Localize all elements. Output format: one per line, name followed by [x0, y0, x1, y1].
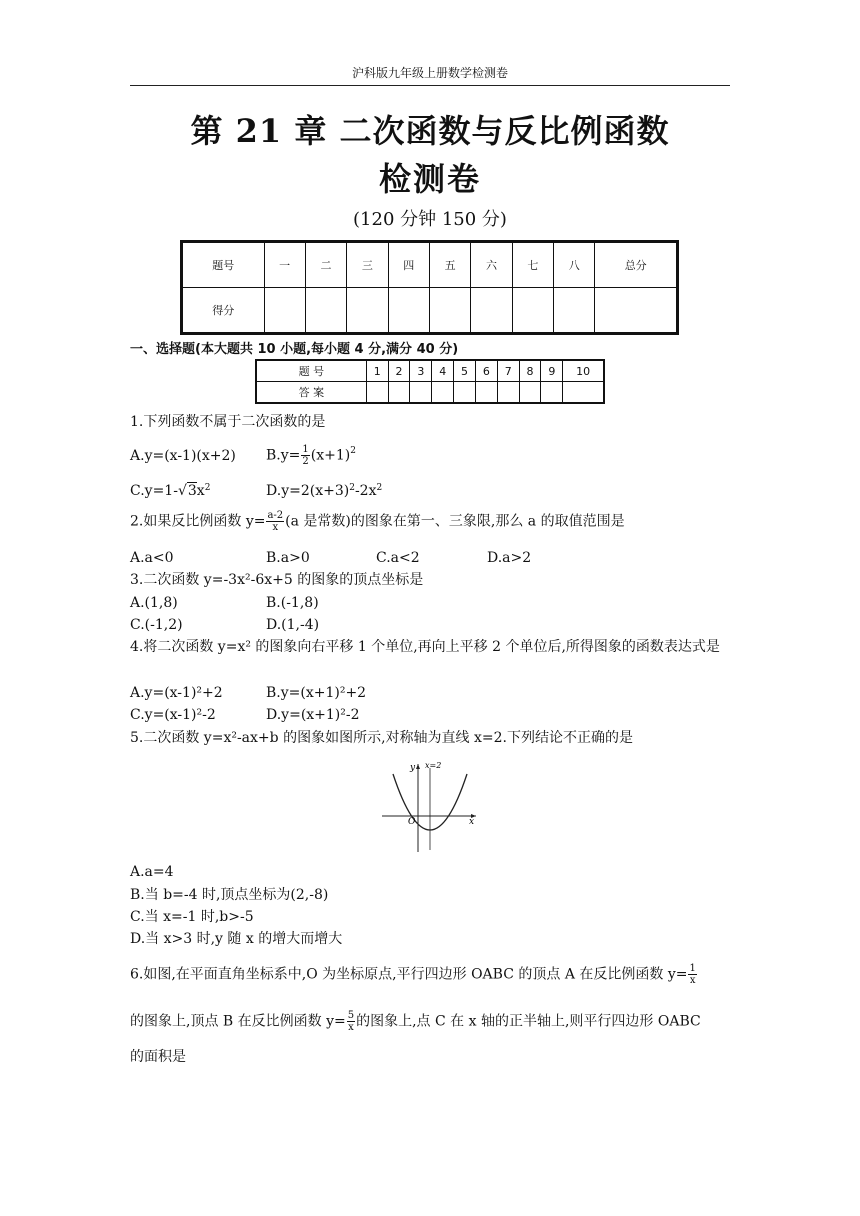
- exam-duration-score: (120 分钟 150 分): [353, 209, 507, 230]
- question-2-option-c: C.a<2: [376, 550, 420, 566]
- question-1-stem: 1.下列函数不属于二次函数的是: [130, 414, 326, 430]
- answer-cell[interactable]: [475, 382, 497, 404]
- question-3-option-a: A.(1,8): [130, 595, 178, 611]
- question-3-stem: 3.二次函数 y=-3x²-6x+5 的图象的顶点坐标是: [130, 572, 424, 588]
- score-cell[interactable]: [388, 288, 429, 334]
- answer-row-label: 答 案: [256, 382, 366, 404]
- score-cell[interactable]: [554, 288, 595, 334]
- question-5-option-c: C.当 x=-1 时,b>-5: [130, 909, 254, 925]
- score-cell[interactable]: [595, 288, 678, 334]
- score-header-cell: 八: [554, 242, 595, 288]
- score-header-cell: 六: [471, 242, 512, 288]
- answer-cell[interactable]: [366, 382, 388, 404]
- question-5-stem: 5.二次函数 y=x²-ax+b 的图象如图所示,对称轴为直线 x=2.下列结论不正确的是: [130, 730, 633, 746]
- question-1-option-d: $D.y=2(x+3)^2-2x^2$: [266, 483, 383, 499]
- answer-cell[interactable]: [541, 382, 563, 404]
- answer-cell[interactable]: [410, 382, 432, 404]
- question-6-line-1: 6.如图,在平面直角坐标系中,O 为坐标原点,平行四边形 OABC 的顶点 A 在反比例函数 y= $\frac{1}{x}$: [130, 963, 696, 986]
- question-1-option-b: B.y= $\frac{1}{2}$ $(x+1)^2$: [266, 444, 356, 467]
- exam-title-line2: 检测卷: [378, 160, 481, 198]
- answer-number: 1: [366, 360, 388, 382]
- answer-cell[interactable]: [388, 382, 410, 404]
- question-3-option-d: D.(1,-4): [266, 617, 320, 633]
- score-row-label: 得分: [182, 288, 265, 334]
- question-6-line-3: 的面积是: [130, 1049, 186, 1065]
- question-5-option-a: A.a=4: [130, 864, 174, 880]
- page-header: 沪科版九年级上册数学检测卷: [351, 66, 508, 80]
- score-header-cell: 三: [347, 242, 388, 288]
- y-axis-arrow: [416, 764, 420, 769]
- answer-number: 3: [410, 360, 432, 382]
- answer-cell[interactable]: [563, 382, 604, 404]
- answer-table: [255, 359, 605, 404]
- symmetry-axis-label: x=2: [425, 761, 442, 770]
- score-header-cell: 二: [305, 242, 346, 288]
- score-cell[interactable]: [305, 288, 346, 334]
- answer-number: 5: [454, 360, 476, 382]
- score-cell[interactable]: [512, 288, 553, 334]
- score-cell[interactable]: [429, 288, 470, 334]
- answer-number: 9: [541, 360, 563, 382]
- parabola-graph-figure: [378, 758, 478, 854]
- question-4-option-d: D.y=(x+1)²-2: [266, 707, 360, 723]
- question-4-stem: 4.将二次函数 y=x² 的图象向右平移 1 个单位,再向上平移 2 个单位后,所得图象的函数表达式是: [130, 639, 720, 655]
- question-5-option-b: B.当 b=-4 时,顶点坐标为(2,-8): [130, 887, 329, 903]
- question-4-option-b: B.y=(x+1)²+2: [266, 685, 367, 701]
- score-cell[interactable]: [264, 288, 305, 334]
- answer-number: 8: [519, 360, 541, 382]
- question-2-stem: 2.如果反比例函数 y= $\frac{a-2}{x}$ (a 是常数)的图象在第一、三象限,那么 a 的取值范围是: [130, 510, 625, 533]
- answer-number: 10: [563, 360, 604, 382]
- answer-cell[interactable]: [497, 382, 519, 404]
- question-1-option-a: A.y=(x-1)(x+2): [130, 448, 236, 464]
- answer-cell[interactable]: [432, 382, 454, 404]
- score-header-cell: 七: [512, 242, 553, 288]
- answer-row-label: 题 号: [256, 360, 366, 382]
- question-3-option-c: C.(-1,2): [130, 617, 183, 633]
- question-2-option-a: A.a<0: [130, 550, 174, 566]
- score-header-cell: 一: [264, 242, 305, 288]
- x-axis-label: x: [469, 817, 475, 827]
- question-2-option-d: D.a>2: [487, 550, 532, 566]
- score-cell[interactable]: [347, 288, 388, 334]
- answer-cell[interactable]: [519, 382, 541, 404]
- score-cell[interactable]: [471, 288, 512, 334]
- question-4-option-a: A.y=(x-1)²+2: [130, 685, 223, 701]
- answer-cell[interactable]: [454, 382, 476, 404]
- question-1-option-c: $C.y=1-√3x^2$: [130, 483, 211, 499]
- question-2-option-b: B.a>0: [266, 550, 310, 566]
- y-axis-label: y: [410, 763, 416, 773]
- question-5-option-d: D.当 x>3 时,y 随 x 的增大而增大: [130, 931, 343, 947]
- score-table: [180, 240, 679, 335]
- answer-number: 7: [497, 360, 519, 382]
- score-header-cell: 四: [388, 242, 429, 288]
- question-6-line-2: 的图象上,顶点 B 在反比例函数 y= $\frac{5}{x}$ 的图象上,点 C 在 x 轴的正半轴上,则平行四边形 OABC: [130, 1010, 701, 1033]
- answer-number: 6: [475, 360, 497, 382]
- question-3-option-b: B.(-1,8): [266, 595, 319, 611]
- question-4-option-c: C.y=(x-1)²-2: [130, 707, 216, 723]
- answer-number: 4: [432, 360, 454, 382]
- section-heading: 一、选择题(本大题共 10 小题,每小题 4 分,满分 40 分): [130, 342, 459, 357]
- score-header-cell: 题号: [182, 242, 265, 288]
- score-header-cell: 五: [429, 242, 470, 288]
- exam-title: 第 21 章 二次函数与反比例函数: [190, 112, 670, 150]
- header-rule: [130, 85, 730, 86]
- score-header-cell: 总分: [595, 242, 678, 288]
- answer-number: 2: [388, 360, 410, 382]
- origin-label: O: [408, 817, 416, 827]
